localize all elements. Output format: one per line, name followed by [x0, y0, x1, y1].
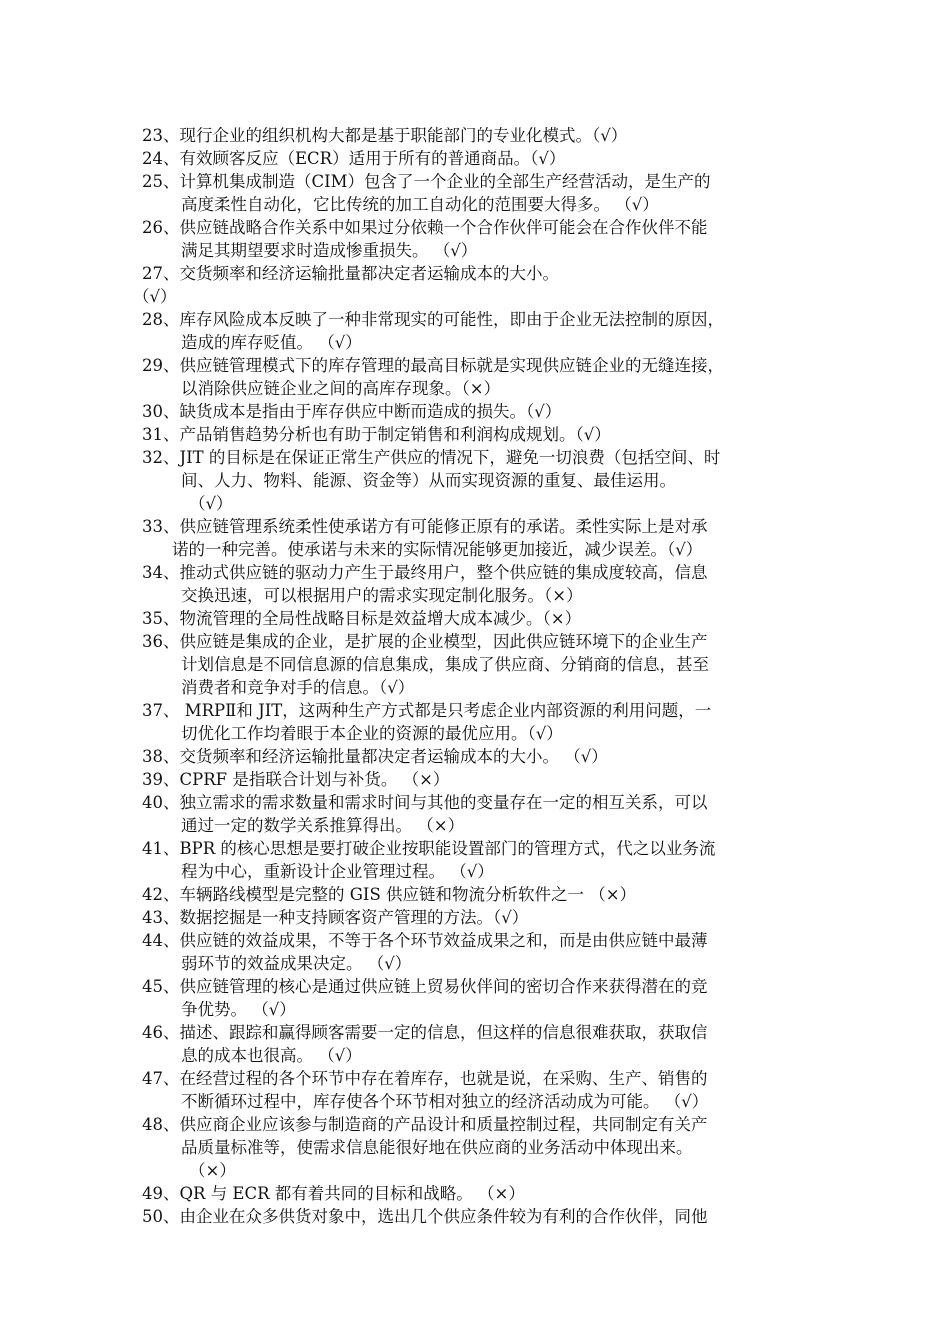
item-line: 23、现行企业的组织机构大都是基于职能部门的专业化模式。（√） [142, 126, 628, 145]
list-item [133, 262, 832, 308]
list-item [142, 1182, 832, 1205]
item-line: 造成的库存贬值。 （√） [181, 333, 362, 352]
item-line: 41、BPR 的核心思想是要打破企业按职能设置部门的管理方式，代之以业务流 [142, 839, 716, 858]
list-item [142, 906, 832, 929]
list-item [142, 354, 832, 400]
item-line: 37、 MRPⅡ和 JIT，这两种生产方式都是只考虑企业内部资源的利用问题，一 [142, 701, 712, 720]
list-item [142, 446, 832, 515]
item-line: 满足其期望要求时造成惨重损失。 （√） [181, 241, 478, 260]
list-item [142, 147, 832, 170]
item-line: 消费者和竞争对手的信息。（√） [181, 678, 415, 697]
item-line: 不断循环过程中，库存使各个环节相对独立的经济活动成为可能。 （√） [181, 1092, 709, 1111]
item-line: 47、在经营过程的各个环节中存在着库存，也就是说，在采购、生产、销售的 [142, 1069, 708, 1088]
item-line: 46、描述、跟踪和赢得顾客需要一定的信息，但这样的信息很难获取，获取信 [142, 1023, 708, 1042]
item-line: 高度柔性自动化，它比传统的加工自动化的范围要大得多。 （√） [181, 195, 659, 214]
item-line: 诺的一种完善。使承诺与未来的实际情况能够更加接近，减少误差。（√） [172, 540, 703, 559]
item-line: 争优势。 （√） [181, 1000, 296, 1019]
item-line: 32、JIT 的目标是在保证正常生产供应的情况下，避免一切浪费（包括空间、时 [142, 448, 721, 467]
list-item [142, 1205, 832, 1228]
list-item [142, 515, 832, 561]
item-line: 35、物流管理的全局性战略目标是效益增大成本减少。（×） [142, 609, 582, 628]
true-false-question-list [133, 124, 832, 1228]
item-line: 40、独立需求的需求数量和需求时间与其他的变量存在一定的相互关系，可以 [142, 793, 708, 812]
item-line: 50、由企业在众多供货对象中，选出几个供应条件较为有利的合作伙伴，同他 [142, 1207, 708, 1226]
item-line: 33、供应链管理系统柔性使承诺方有可能修正原有的承诺。柔性实际上是对承 [142, 517, 708, 536]
item-line: 28、库存风险成本反映了一种非常现实的可能性，即由于企业无法控制的原因， [142, 310, 724, 329]
item-line: 39、CPRF 是指联合计划与补货。 （×） [142, 770, 450, 789]
list-item [142, 699, 832, 745]
list-item [142, 308, 832, 354]
item-line: （√） [189, 494, 233, 513]
item-line: （×） [189, 1161, 236, 1180]
item-line: 44、供应链的效益成果，不等于各个环节效益成果之和，而是由供应链中最薄 [142, 931, 708, 950]
item-line: 26、供应链战略合作关系中如果过分依赖一个合作伙伴可能会在合作伙伴不能 [142, 218, 708, 237]
list-item [142, 1113, 832, 1182]
item-line: 48、供应商企业应该参与制造商的产品设计和质量控制过程，共同制定有关产 [142, 1115, 708, 1134]
item-line: 27、交货频率和经济运输批量都决定者运输成本的大小。 [142, 264, 559, 283]
item-line: 程为中心，重新设计企业管理过程。 （√） [181, 862, 494, 881]
list-item [142, 768, 832, 791]
list-item [142, 929, 832, 975]
list-item [142, 1067, 832, 1113]
item-line: 品质量标准等，使需求信息能很好地在供应商的业务活动中体现出来。 [181, 1138, 693, 1157]
item-line: 43、数据挖掘是一种支持顾客资产管理的方法。（√） [142, 908, 529, 927]
item-line: 息的成本也很高。 （√） [181, 1046, 362, 1065]
list-item [142, 423, 832, 446]
list-item [142, 170, 832, 216]
item-line: （√） [133, 287, 177, 306]
item-line: 42、车辆路线模型是完整的 GIS 供应链和物流分析软件之一 （×） [142, 885, 637, 904]
item-line: 通过一定的数学关系推算得出。 （×） [181, 816, 465, 835]
item-line: 45、供应链管理的核心是通过供应链上贸易伙伴间的密切合作来获得潜在的竞 [142, 977, 708, 996]
item-line: 31、产品销售趋势分析也有助于制定销售和利润构成规划。（√） [142, 425, 611, 444]
list-item [142, 883, 832, 906]
list-item [142, 124, 832, 147]
item-line: 间、人力、物料、能源、资金等）从而实现资源的重复、最佳运用。 [181, 471, 676, 490]
list-item [142, 791, 832, 837]
item-line: 以消除供应链企业之间的高库存现象。（×） [181, 379, 501, 398]
list-item [142, 837, 832, 883]
item-line: 49、QR 与 ECR 都有着共同的目标和战略。 （×） [142, 1184, 525, 1203]
item-line: 36、供应链是集成的企业，是扩展的企业模型，因此供应链环境下的企业生产 [142, 632, 708, 651]
item-line: 交换迅速，可以根据用户的需求实现定制化服务。（×） [181, 586, 583, 605]
list-item [142, 745, 832, 768]
list-item [142, 561, 832, 607]
item-line: 38、交货频率和经济运输批量都决定者运输成本的大小。 （√） [142, 747, 608, 766]
list-item [142, 1021, 832, 1067]
item-line: 弱环节的效益成果决定。 （√） [181, 954, 412, 973]
list-item [142, 216, 832, 262]
list-item [142, 607, 832, 630]
list-item [142, 630, 832, 699]
list-item [142, 400, 832, 423]
item-line: 30、缺货成本是指由于库存供应中断而造成的损失。（√） [142, 402, 562, 421]
item-line: 25、计算机集成制造（CIM）包含了一个企业的全部生产经营活动，是生产的 [142, 172, 711, 191]
item-line: 切优化工作均着眼于本企业的资源的最优应用。（√） [181, 724, 563, 743]
item-line: 24、有效顾客反应（ECR）适用于所有的普通商品。（√） [142, 149, 566, 168]
item-line: 29、供应链管理模式下的库存管理的最高目标就是实现供应链企业的无缝连接， [142, 356, 724, 375]
item-line: 34、推动式供应链的驱动力产生于最终用户，整个供应链的集成度较高，信息 [142, 563, 708, 582]
list-item [142, 975, 832, 1021]
item-line: 计划信息是不同信息源的信息集成，集成了供应商、分销商的信息，甚至 [181, 655, 709, 674]
